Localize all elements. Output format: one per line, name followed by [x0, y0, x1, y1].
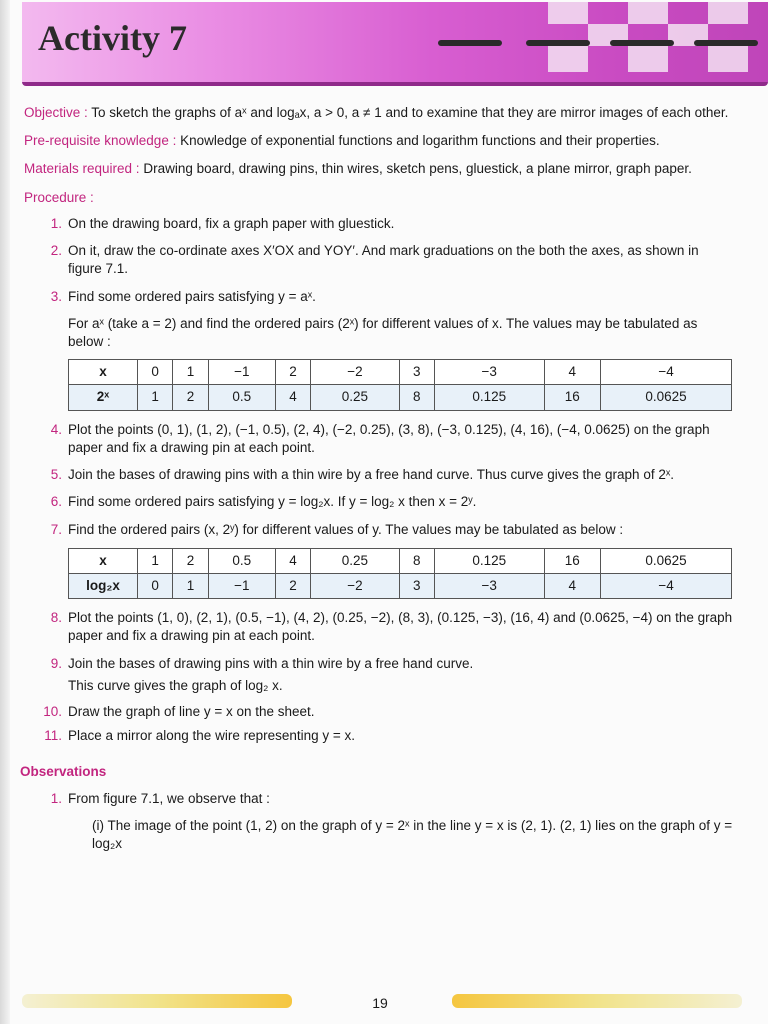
- step-9: 9. Join the bases of drawing pins with a thin wire by a free hand curve.: [50, 655, 474, 671]
- page-spine: [0, 0, 10, 1024]
- table-row: 2ˣ 1 2 0.5 4 0.25 8 0.125 16 0.0625: [69, 385, 732, 410]
- step-2: 2. On it, draw the co-ordinate axes X′OX and YOY′. And mark graduations on the both the axes, as shown in figure 7.1.: [50, 243, 699, 277]
- footer-bar-right: [452, 994, 742, 1008]
- step-9-note: This curve gives the graph of log₂ x.: [68, 677, 283, 693]
- prerequisite-label: Pre-requisite knowledge :: [24, 133, 177, 149]
- page-number: 19: [372, 995, 388, 1011]
- step-5: 5. Join the bases of drawing pins with a thin wire by a free hand curve. Thus curve gives the graph of 2ˣ.: [50, 467, 675, 483]
- step-1: 1. On the drawing board, fix a graph paper with gluestick.: [50, 215, 395, 231]
- procedure-heading: Procedure :: [24, 189, 94, 205]
- objective: [24, 104, 736, 122]
- step-7: 7. Find the ordered pairs (x, 2ʸ) for different values of y. The values may be tabulated as below :: [50, 521, 624, 537]
- materials: [24, 160, 736, 178]
- table-exponential: [68, 359, 732, 410]
- step-3-note: For aˣ (take a = 2) and find the ordered pairs (2ˣ) for different values of x. The values may be tabulated as below :: [68, 315, 698, 349]
- procedure-steps-final: [24, 703, 736, 745]
- table-row: x 0 1 −1 2 −2 3 −3 4 −4: [69, 360, 732, 385]
- prerequisite: [24, 132, 736, 150]
- prerequisite-text: Knowledge of exponential functions and logarithm functions and their properties.: [180, 133, 660, 149]
- checker-decoration: [438, 2, 768, 78]
- procedure-steps-end: [24, 609, 736, 673]
- procedure-steps-cont: [24, 421, 736, 539]
- step-10: 10. Draw the graph of line y = x on the sheet.: [43, 704, 315, 720]
- procedure-steps: [24, 215, 736, 306]
- materials-text: Drawing board, drawing pins, thin wires, sketch pens, gluestick, a plane mirror, graph paper.: [143, 161, 692, 177]
- objective-text: To sketch the graphs of aˣ and logₐx, a > 0, a ≠ 1 and to examine that they are mirror images of each other.: [91, 105, 729, 120]
- materials-label: Materials required :: [24, 161, 140, 177]
- activity-banner: [22, 2, 768, 86]
- footer-bar-left: [22, 994, 292, 1008]
- observations-list: [24, 790, 736, 808]
- step-4: 4. Plot the points (0, 1), (1, 2), (−1, 0.5), (2, 4), (−2, 0.25), (3, 8), (−3, 0.125), (4, 16), (−4, 0.0625) on the graph paper and fix a drawing pin at each point.: [50, 421, 710, 455]
- step-6: 6. Find some ordered pairs satisfying y = log₂x. If y = log₂ x then x = 2ʸ.: [50, 494, 477, 510]
- step-11: 11. Place a mirror along the wire representing y = x.: [44, 728, 356, 744]
- table-row: log₂x 0 1 −1 2 −2 3 −3 4 −4: [69, 573, 732, 598]
- table-logarithm: [68, 548, 732, 599]
- activity-title: Activity 7: [38, 18, 187, 58]
- objective-label: Objective :: [24, 105, 88, 120]
- step-3: 3. Find some ordered pairs satisfying y = aˣ.: [50, 288, 316, 304]
- page-content: [20, 104, 736, 861]
- observations-heading: Observations: [20, 764, 107, 780]
- table-row: x 1 2 0.5 4 0.25 8 0.125 16 0.0625: [69, 548, 732, 573]
- step-8: 8. Plot the points (1, 0), (2, 1), (0.5, −1), (4, 2), (0.25, −2), (8, 3), (0.125, −3), (16, 4) and (0.0625, −4) on the graph paper and fix a drawing pin at each point.: [50, 610, 733, 644]
- observation-1-i: (i) The image of the point (1, 2) on the graph of y = 2ˣ in the line y = x is (2, 1). (2, 1) lies on the graph of y = log₂x: [92, 817, 733, 852]
- observation-1: 1. From figure 7.1, we observe that :: [50, 790, 270, 806]
